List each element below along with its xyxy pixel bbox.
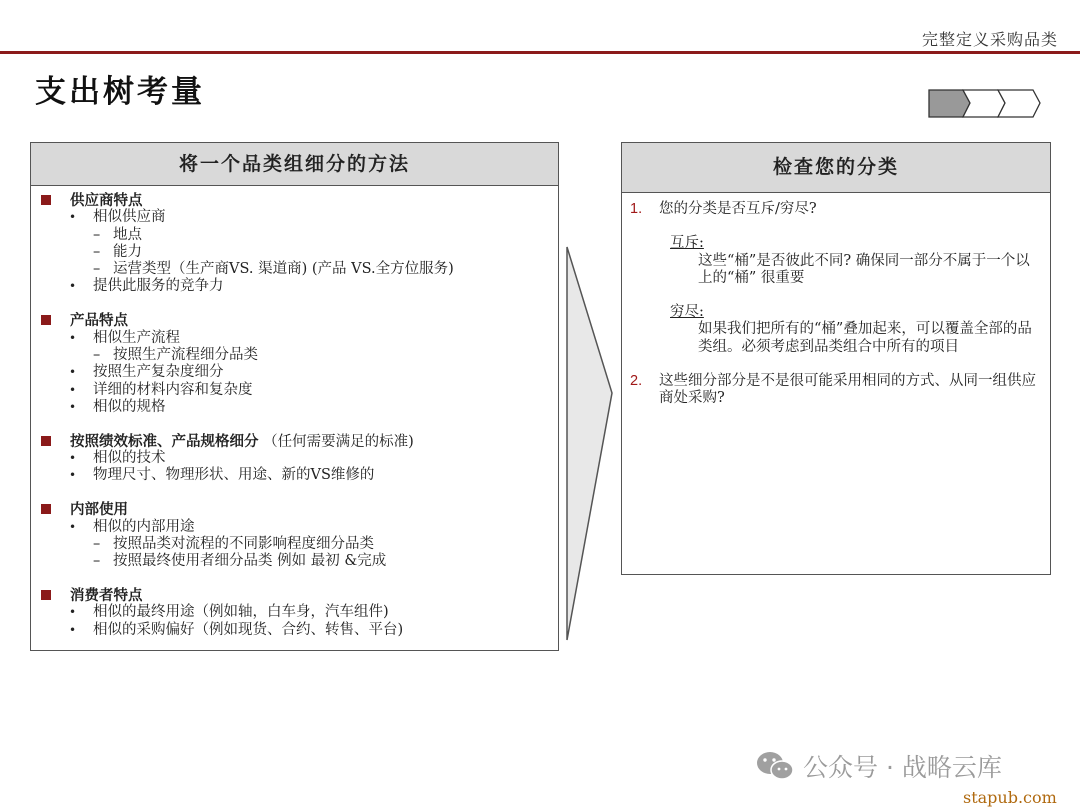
- progress-chevrons: [928, 89, 1043, 119]
- page-title: 支出树考量: [35, 74, 205, 110]
- mutually-exclusive-label: 互斥:: [670, 235, 704, 252]
- bullet-item: • 相似供应商: [31, 209, 558, 226]
- step-3-chevron: [998, 90, 1040, 117]
- step-1-chevron: [929, 90, 970, 117]
- sub-bullet-item: – 地点: [31, 227, 558, 244]
- bullet-item: • 相似的规格: [31, 399, 558, 416]
- bullet-item: • 相似的内部用途: [31, 519, 558, 536]
- step-2-chevron: [963, 90, 1005, 117]
- section-heading-text: 按照绩效标准、产品规格细分: [70, 432, 259, 450]
- sub-bullet-item: – 按照最终使用者细分品类 例如 最初 &完成: [31, 553, 558, 570]
- bullet-item: • 按照生产复杂度细分: [31, 364, 558, 381]
- panel-title: 将一个品类组细分的方法: [31, 143, 558, 186]
- question-1: [622, 201, 1050, 218]
- section-heading: [31, 587, 558, 604]
- watermark: [755, 748, 1002, 784]
- panel-title: 检查您的分类: [622, 143, 1050, 193]
- bullet-item: • 相似的采购偏好（例如现货、合约、转售、平台): [31, 622, 558, 639]
- methods-list: [31, 186, 558, 639]
- site-watermark: stapub.com: [963, 788, 1057, 807]
- arrow-right-icon: [565, 246, 615, 642]
- question-number: 2.: [630, 373, 643, 390]
- question-text: 您的分类是否互斥/穷尽?: [659, 201, 817, 217]
- bullet-item: • 物理尺寸、物理形状、用途、新的VS维修的: [31, 467, 558, 484]
- mutually-exclusive-text: 这些“桶”是否彼此不同? 确保同一部分不属于一个以上的“桶” 很重要: [698, 252, 1030, 286]
- section-heading: [31, 312, 558, 329]
- exhaustive-text: 如果我们把所有的“桶”叠加起来，可以覆盖全部的品类组。必须考虑到品类组合中所有的项目: [698, 321, 1032, 355]
- section-heading-text: 产品特点: [70, 312, 128, 330]
- question-text: 这些细分部分是不是很可能采用相同的方式、从同一组供应商处采购?: [659, 373, 1036, 407]
- bullet-item: • 提供此服务的竞争力: [31, 278, 558, 295]
- sub-bullet-item: – 按照品类对流程的不同影响程度细分品类: [31, 536, 558, 553]
- sub-bullet-item: – 运营类型（生产商VS. 渠道商) (产品 VS.全方位服务): [31, 261, 558, 278]
- section-heading-text: 消费者特点: [70, 587, 143, 605]
- check-classification-panel: [621, 142, 1051, 575]
- header-rule: [0, 51, 1080, 54]
- bullet-item: • 相似生产流程: [31, 330, 558, 347]
- bullet-item: • 详细的材料内容和复杂度: [31, 382, 558, 399]
- watermark-text: 公众号 · 战略云库: [803, 753, 1002, 782]
- wechat-icon: [755, 750, 795, 782]
- section-heading-note: （任何需要满足的标准): [258, 433, 414, 450]
- section-label: 完整定义采购品类: [921, 30, 1058, 49]
- section-heading-text: 供应商特点: [70, 192, 143, 209]
- bullet-item: • 相似的最终用途（例如轴，白车身，汽车组件): [31, 604, 558, 621]
- sub-bullet-item: – 能力: [31, 244, 558, 261]
- section-heading: [31, 192, 558, 209]
- section-heading: [31, 433, 558, 450]
- section-heading-text: 内部使用: [70, 501, 128, 519]
- exhaustive-label: 穷尽:: [670, 304, 704, 321]
- section-heading: [31, 501, 558, 518]
- bullet-item: • 相似的技术: [31, 450, 558, 467]
- sub-bullet-item: – 按照生产流程细分品类: [31, 347, 558, 364]
- question-number: 1.: [630, 201, 643, 217]
- question-2: [622, 373, 1050, 408]
- segmentation-methods-panel: [30, 142, 559, 651]
